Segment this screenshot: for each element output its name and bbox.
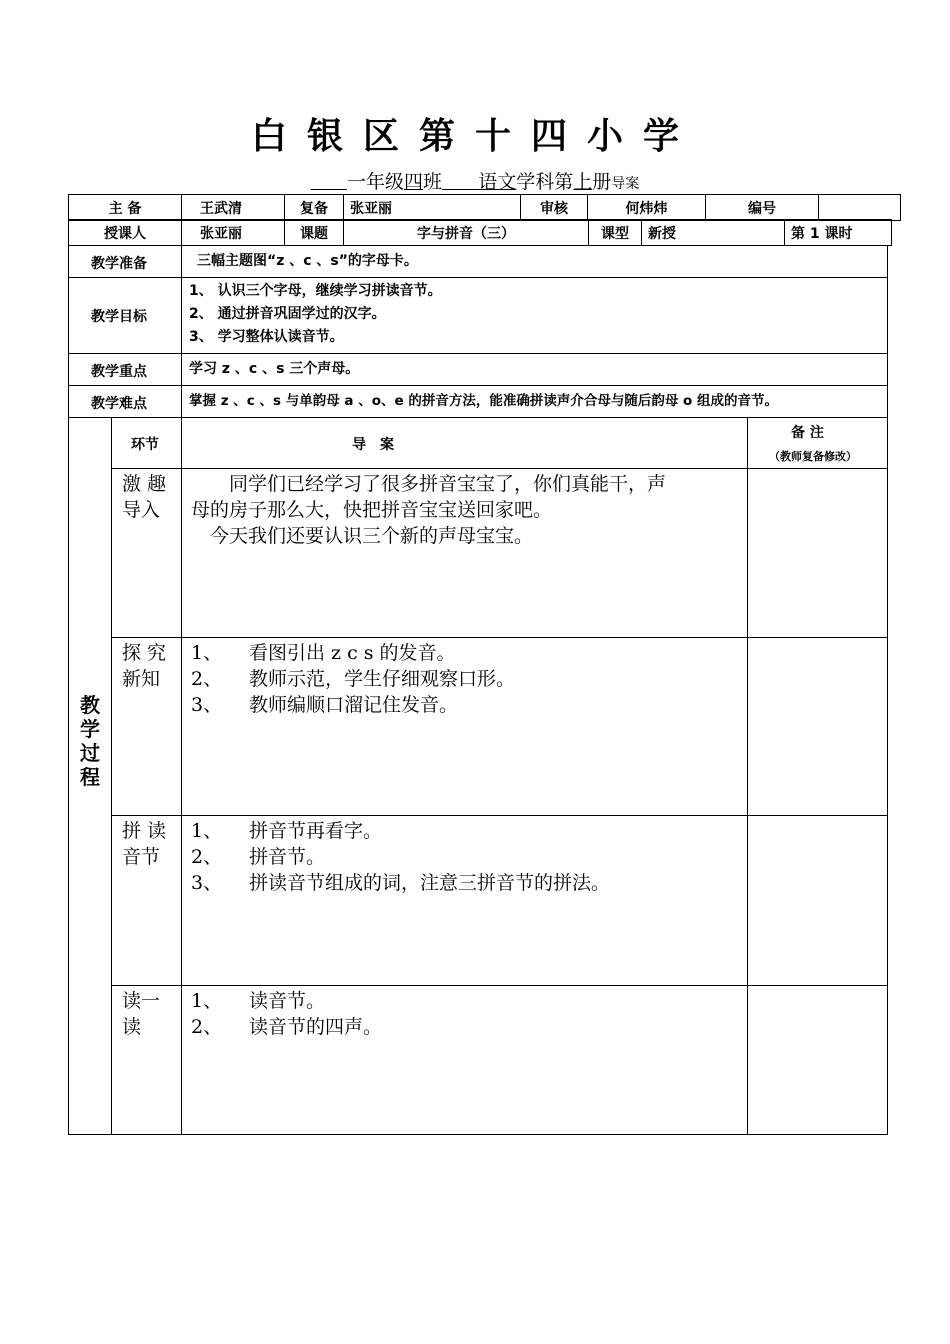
goal-item-2: 2、 通过拼音巩固学过的汉字。 <box>189 306 386 322</box>
grade: 一年级 <box>346 171 404 193</box>
header-row-2 <box>68 219 892 246</box>
stage-4-item-2: 2、 读音节的四声。 <box>191 1016 383 1038</box>
lesson-type-label: 课型 <box>589 220 642 246</box>
goals-label: 教学目标 <box>91 309 147 325</box>
teacher-value: 张亚丽 <box>182 220 285 246</box>
stage-4-name-line2: 读 <box>122 1016 142 1038</box>
process-section <box>68 417 888 1135</box>
difficulty-text: 掌握 z 、c 、s 与单韵母 a 、o、e 的拼音方法，能准确拼读声介合母与随后韵母 o 组成的音节。 <box>189 393 779 409</box>
stage-1-line-2: 母的房子那么大，快把拼音宝宝送回家吧。 <box>191 499 553 521</box>
subtitle: 一年级四班 语文学科第上册导案 <box>346 171 640 193</box>
period-value: 第 1 课时 <box>785 220 892 246</box>
stage-2-item-1: 1、 看图引出 z c s 的发音。 <box>191 642 456 664</box>
review-prep-value: 张亚丽 <box>344 195 521 221</box>
volume: 上 <box>573 171 593 193</box>
focus-row <box>68 353 888 386</box>
col-notes-header: 备 注 <box>791 425 824 441</box>
audit-value: 何炜炜 <box>588 195 706 221</box>
prep-row <box>68 245 888 278</box>
focus-label: 教学重点 <box>91 364 147 380</box>
doc-type: 导案 <box>611 176 640 192</box>
stage-1-name-line1: 激 趣 <box>122 473 167 495</box>
prep-text: 三幅主题图“z 、c 、s”的字母卡。 <box>197 253 418 269</box>
stage-4-item-1: 1、 读音节。 <box>191 990 326 1012</box>
stage-3-item-2: 2、 拼音节。 <box>191 846 326 868</box>
col-stage-header: 环节 <box>131 437 159 453</box>
stage-2-item-3: 3、 教师编顺口溜记住发音。 <box>191 694 459 716</box>
page-title: 白银区第十四小学 <box>250 116 699 157</box>
goal-item-1: 1、 认识三个字母，继续学习拼读音节。 <box>189 283 442 299</box>
stage-4-name-line1: 读一 <box>122 990 161 1012</box>
col-notes-subheader: （教师复备修改） <box>769 450 857 463</box>
goals-row <box>68 277 888 354</box>
stage-1-line-3: 今天我们还要认识三个新的声母宝宝。 <box>191 525 534 547</box>
process-label: 教学过程 <box>80 693 100 789</box>
topic-label: 课题 <box>285 220 344 246</box>
stage-3-item-1: 1、 拼音节再看字。 <box>191 820 383 842</box>
goal-item-3: 3、 学习整体认读音节。 <box>189 329 344 345</box>
col-guide-header: 导 案 <box>352 437 394 453</box>
audit-label: 审核 <box>521 195 588 221</box>
review-prep-label: 复备 <box>285 195 344 221</box>
main-prep-label: 主 备 <box>69 195 182 221</box>
class-number: 四 <box>403 171 423 193</box>
header-row-1 <box>68 194 901 221</box>
stage-2-name-line1: 探 究 <box>122 642 167 664</box>
stage-1-name-line2: 导入 <box>122 499 161 521</box>
difficulty-row <box>68 385 888 418</box>
stage-1-line-1: 同学们已经学习了很多拼音宝宝了，你们真能干，声 <box>191 473 667 495</box>
stage-3-name-line1: 拼 读 <box>122 820 167 842</box>
stage-3-item-3: 3、 拼读音节组成的词，注意三拼音节的拼法。 <box>191 872 611 894</box>
number-label: 编号 <box>706 195 819 221</box>
main-prep-value: 王武清 <box>182 195 285 221</box>
subject: 语文 <box>478 171 517 193</box>
prep-label: 教学准备 <box>91 256 147 272</box>
difficulty-label: 教学难点 <box>91 396 147 412</box>
teacher-label: 授课人 <box>69 220 182 246</box>
focus-text: 学习 z 、c 、s 三个声母。 <box>189 361 360 377</box>
number-value <box>819 195 901 221</box>
stage-2-item-2: 2、 教师示范，学生仔细观察口形。 <box>191 668 516 690</box>
stage-3-name-line2: 音节 <box>122 846 161 868</box>
stage-2-name-line2: 新知 <box>122 668 161 690</box>
lesson-type-value: 新授 <box>642 220 785 246</box>
topic-value: 字与拼音（三） <box>344 220 589 246</box>
